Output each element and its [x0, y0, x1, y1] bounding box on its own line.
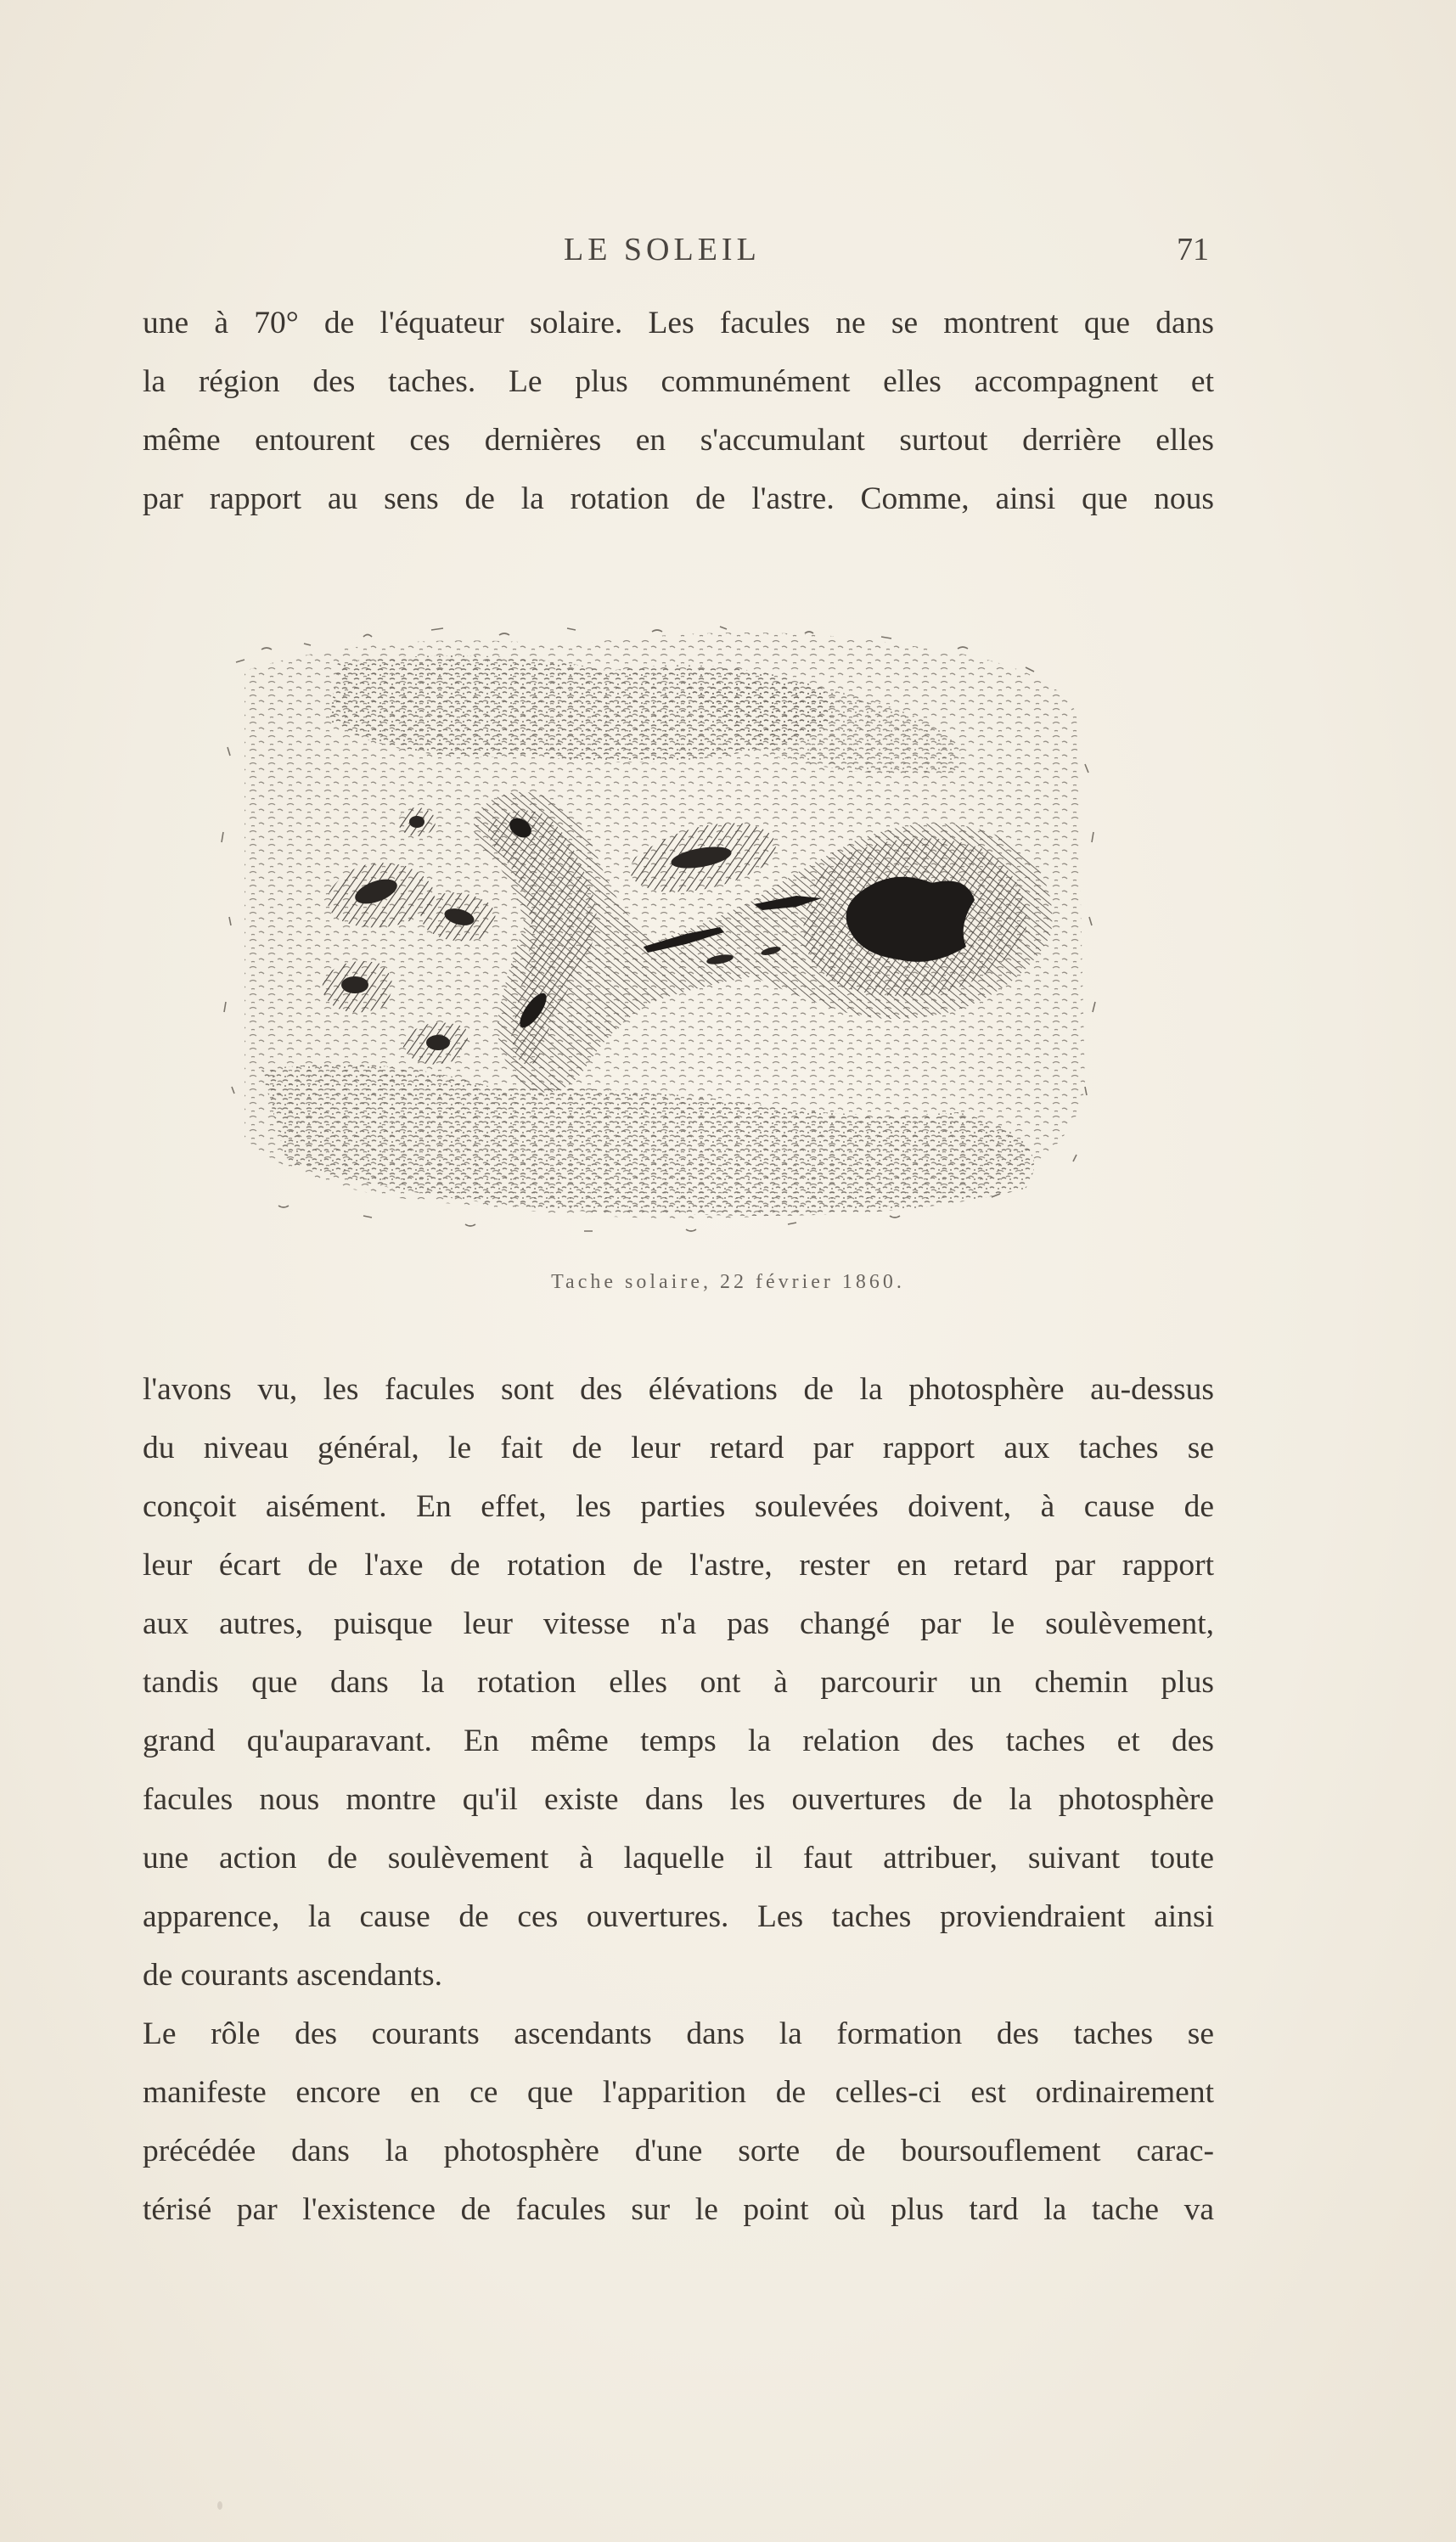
text-line: de courants ascendants. — [143, 1958, 442, 1993]
text-line: par rapport au sens de la rotation de l'astre. Comme, ainsi que nous — [143, 481, 1214, 516]
running-title: LE SOLEIL — [564, 232, 761, 267]
text-line: térisé par l'existence de facules sur le point où plus tard la tache va — [143, 2192, 1214, 2227]
text-line: même entourent ces dernières en s'accumulant surtout derrière elles — [143, 423, 1214, 458]
text-line: aux autres, puisque leur vitesse n'a pas changé par le soulèvement, — [143, 1606, 1214, 1641]
running-head — [0, 231, 1456, 273]
figure-caption: Tache solaire, 22 février 1860. — [551, 1271, 905, 1293]
text-line: apparence, la cause de ces ouvertures. Les taches proviendraient ainsi — [143, 1899, 1214, 1934]
sunspot-illustration — [211, 611, 1110, 1240]
small-spot — [398, 807, 436, 836]
text-line: leur écart de l'axe de rotation de l'astre, rester en retard par rapport — [143, 1548, 1214, 1583]
paper-blemish — [217, 2501, 222, 2510]
paragraph-start-line: Le rôle des courants ascendants dans la formation des taches se — [143, 2016, 1214, 2051]
page-number: 71 — [1177, 232, 1209, 267]
paragraph-main — [143, 1360, 1214, 2239]
text-line: facules nous montre qu'il existe dans les ouvertures de la photosphère — [143, 1782, 1214, 1817]
text-line: l'avons vu, les facules sont des élévations de la photosphère au-dessus — [143, 1372, 1214, 1407]
text-line: du niveau général, le fait de leur retard par rapport aux taches se — [143, 1431, 1214, 1465]
sunspot-engraving — [211, 611, 1110, 1240]
text-line: conçoit aisément. En effet, les parties soulevées doivent, à cause de — [143, 1489, 1214, 1524]
text-line: la région des taches. Le plus communément elles accompagnent et — [143, 364, 1214, 399]
text-line: manifeste encore en ce que l'apparition de celles-ci est ordinairement — [143, 2075, 1214, 2110]
text-line: une action de soulèvement à laquelle il faut attribuer, suivant toute — [143, 1841, 1214, 1876]
paragraph-top — [143, 294, 1214, 528]
text-line: tandis que dans la rotation elles ont à parcourir un chemin plus — [143, 1665, 1214, 1700]
text-line: une à 70° de l'équateur solaire. Les facules ne se montrent que dans — [143, 306, 1214, 340]
text-line: précédée dans la photosphère d'une sorte de boursouflement carac- — [143, 2134, 1214, 2168]
text-line: grand qu'auparavant. En même temps la relation des taches et des — [143, 1724, 1214, 1758]
